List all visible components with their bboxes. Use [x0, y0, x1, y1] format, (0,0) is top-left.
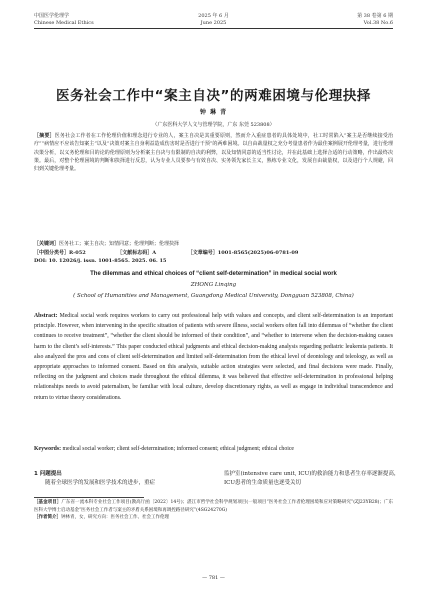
- journal-name-en: Chinese Medical Ethics: [34, 19, 94, 26]
- header-rule: [34, 28, 393, 29]
- abstract-text-en: Medical social work requires workers to carry out professional help with values and concepts, and client self-determination is an important principle. However, when intervening in the specific situation of patients with severe illness, social workers often fall into dilemmas of “whether the client continues to receive treatment”, “whether the client should be informed of their condition”, and “whether to intervene when the decision-making causes harm to the client’s self-interests.” This paper conducted ethical judgments and ethical decision-making analysis regarding pediatric leukemia patients. It also analyzed the pros and cons of client self-determination and limited self-determination from the ethical level of deontology and teleology, as well as appropriate approaches to informed consent. Based on this analysis, suitable action strategies were selected, and final decisions were made. Finally, reflecting on the judgment and choices made throughout the ethical dilemma, it was believed that effective self-determination in professional helping relationships needs to avoid paternalism, be familiar with local culture, develop discretionary rights, as well as engage in individual transcendence and return to virtue theory considerations.: [34, 313, 393, 401]
- article-title-en: The dilemmas and ethical choices of “client self-determination” in medical social work: [90, 271, 337, 277]
- affiliation-en: ( School of Humanities and Management, Guangdong Medical University, Dongguan 523808, China): [73, 293, 354, 299]
- keywords-text-en: medical social worker; client self-determination; informed consent; ethical judgment; ethical choice: [62, 446, 294, 452]
- volume-cn: 第 38 卷第 6 期: [357, 13, 393, 19]
- issue-date-en: June 2025: [200, 19, 227, 26]
- body-paragraph-left: 随着全球医学的发展和医学技术的进步，重症: [45, 480, 156, 486]
- issue-date-cn: 2025 年 6 月: [198, 13, 229, 19]
- doi: DOI: 10. 12026/j. issn. 1001-8565. 2025. 06. 15: [34, 258, 167, 264]
- keywords-cn: [34, 240, 393, 248]
- article-id: ［文章编号］1001-8565(2025)06-0781-09: [187, 250, 299, 256]
- footnote: [34, 499, 393, 522]
- author-bio: ［作者简介］钟林青，女，研究方向：医务社会工作、社会工作伦理: [34, 515, 169, 520]
- abstract-text-cn: 医务社会工作者在工作伦理价值和理念进行专业的人，案主自决是其重要原则，然而介入重症患者的具体处境中，社工时常陷入“案主是否继续接受治疗”“病情应不应该告知案主”以及“决策对案主自身利益造成伤害时是否进行干预”的两难困境。以自由裁量权之充分考量患者作为最佳案例展开伦理考量，进行伦理决策分析，以义务伦理和目的论的伦理原则为分析案主自决与有限制的自决的利弊，以及知情同意的适当性讨论，并在此基础上选择合适的行动策略，作出最终决策。最后，对整个伦理困境的判断和抉择进行反思，认为专业人员要参与有效自决、实务领先家长主义，熟练专业文化，发展自由裁量权，以及进行个人规避，回归到关键伦理考量。: [34, 133, 393, 173]
- abstract-label-en: Abstract:: [34, 313, 58, 319]
- classification-line: [34, 249, 393, 257]
- volume-en: Vol.38 No.6: [363, 19, 393, 26]
- abstract-label-cn: ［摘要］: [34, 133, 55, 139]
- doc-code: ［文献标志码］A: [117, 250, 157, 256]
- keywords-label-en: Keywords:: [34, 446, 62, 452]
- fund-note: ［基金项目］广东省一流本科专业社会工作项目(教高厅函〔2022〕14号)；湛江市哲学社会科学规划项目(一般项目“医务社会工作者伦理困境和应对策略研究”(ZJ23YB28)；广东医科大学博士启动基金“医务社会工作者与案主的矛盾关系困境和再调控路径研究”(4SG24270G): [34, 500, 394, 513]
- footnote-rule: [34, 497, 144, 498]
- affiliation-cn: （广东医科大学人文与管理学院，广东 东莞 523808）: [152, 122, 275, 128]
- section-heading: 1 问题提出: [34, 471, 62, 477]
- body-paragraph-right: 监护室(intensive care unit, ICU)的救治能力和患者生存率逐渐提高，ICU患者的生命质量也逐受关切: [224, 471, 400, 486]
- volume-info: [357, 13, 393, 26]
- article-title-cn: 医务社会工作中“案主自决”的两难困境与伦理抉择: [55, 88, 372, 104]
- keywords-text-cn: 医务社工；案主自决；知情同意；伦理判断；伦理抉择: [59, 241, 180, 247]
- body-left-column: [34, 470, 210, 488]
- author-name-cn: 钟 琳 青: [199, 109, 228, 116]
- author-name-en: ZHONG Linqing: [190, 282, 237, 288]
- journal-name-cn: 中国医学伦理学: [34, 13, 70, 19]
- abstract-cn: [34, 132, 393, 173]
- body-right-column: [224, 470, 400, 488]
- page-number: — 781 —: [202, 575, 225, 581]
- abstract-en: [34, 311, 393, 403]
- keywords-label-cn: ［关键词］: [34, 241, 60, 247]
- clc: ［中图分类号］R-052: [34, 250, 86, 256]
- keywords-en: [34, 444, 393, 454]
